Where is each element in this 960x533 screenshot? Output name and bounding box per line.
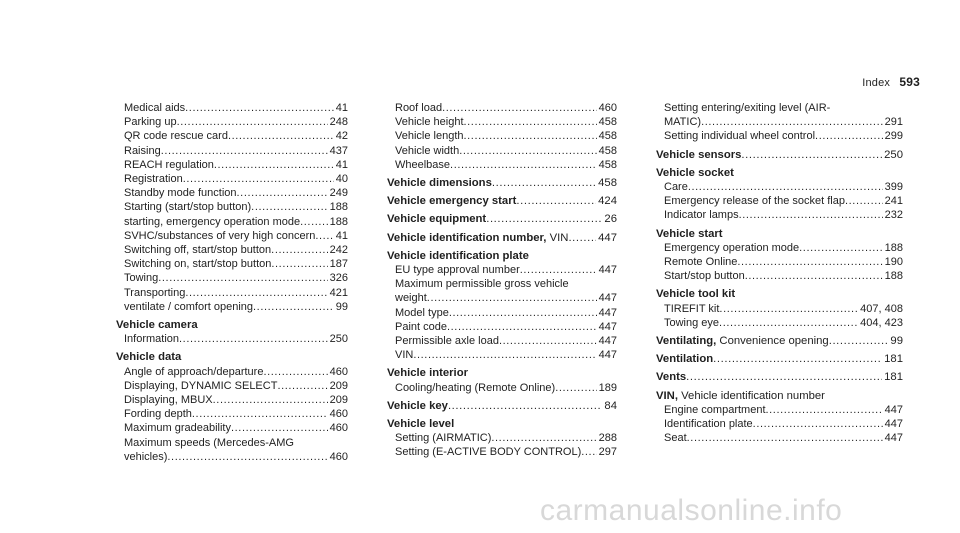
leader-dots <box>459 144 596 158</box>
heading-text: Vehicle sensors <box>656 148 742 161</box>
index-entry[interactable] <box>387 115 617 129</box>
page-ref[interactable]: 447 <box>598 292 617 305</box>
entry-label: Permissible axle load <box>395 335 499 348</box>
index-entry[interactable] <box>656 269 903 283</box>
entry-label: Setting (AIRMATIC) <box>395 432 492 445</box>
index-entry[interactable] <box>116 229 348 243</box>
header-title: Index <box>862 77 891 89</box>
leader-dots <box>300 215 328 229</box>
page-ref[interactable]: 437 <box>329 144 348 157</box>
index-entry[interactable] <box>116 172 348 186</box>
index-entry-line <box>387 277 617 291</box>
entry-label: Care <box>664 181 688 194</box>
index-heading-entry[interactable] <box>656 352 903 366</box>
page-ref[interactable]: 40 <box>335 173 348 186</box>
heading-label <box>656 352 713 366</box>
entry-label: Remote Online <box>664 256 738 269</box>
leader-dots <box>719 316 858 330</box>
page-ref[interactable]: 209 <box>329 394 348 407</box>
entry-label: Maximum gradeability <box>124 422 231 435</box>
page-ref[interactable]: 250 <box>329 333 348 346</box>
leader-dots <box>179 332 328 346</box>
page-ref[interactable]: 458 <box>598 130 617 143</box>
entry-label: MATIC) <box>664 116 702 129</box>
entry-label: EU type approval number <box>395 264 520 277</box>
entry-label: Indicator lamps <box>664 209 739 222</box>
leader-dots <box>688 180 883 194</box>
index-entry[interactable] <box>116 186 348 200</box>
index-entry[interactable] <box>387 445 617 459</box>
entry-label: Maximum permissible gross vehicle <box>395 278 569 291</box>
index-entry[interactable] <box>656 208 903 222</box>
entry-label: Registration <box>124 173 183 186</box>
entry-label: starting, emergency operation mode <box>124 215 301 228</box>
index-entry[interactable] <box>116 215 348 229</box>
heading-text: Vehicle key <box>387 399 448 412</box>
entry-label: Towing <box>124 272 159 285</box>
entry-label: TIREFIT kit <box>664 302 720 315</box>
index-entry[interactable] <box>387 144 617 158</box>
leader-dots <box>158 271 327 285</box>
index-entry-line <box>656 101 903 115</box>
entry-label: ventilate / comfort opening <box>124 300 254 313</box>
entry-label: Seat <box>664 432 687 445</box>
entry-label: Cooling/heating (Remote Online) <box>395 381 556 394</box>
heading-text: Vehicle identification number, <box>387 231 547 244</box>
entry-label: Vehicle length <box>395 130 464 143</box>
index-entry[interactable] <box>387 320 617 334</box>
entry-label: Engine compartment <box>664 403 766 416</box>
page-ref[interactable]: 188 <box>884 241 903 254</box>
leader-dots <box>516 194 596 208</box>
page-ref[interactable]: 447 <box>884 432 903 445</box>
index-entry[interactable] <box>387 306 617 320</box>
entry-label: Setting (E-ACTIVE BODY CONTROL) <box>395 446 582 459</box>
leader-dots <box>829 334 889 348</box>
index-entry[interactable] <box>116 101 348 115</box>
page-ref[interactable]: 189 <box>598 381 617 394</box>
entry-label: Start/stop button <box>664 270 745 283</box>
entry-label: Paint code <box>395 320 447 333</box>
heading-text: Ventilating, <box>656 335 717 348</box>
entry-label: VIN <box>395 349 414 362</box>
leader-dots <box>739 208 883 222</box>
leader-dots <box>177 115 328 129</box>
leader-dots <box>753 417 883 431</box>
page-ref[interactable]: 190 <box>884 256 903 269</box>
entry-label: Roof load <box>395 102 443 114</box>
leader-dots <box>442 101 597 115</box>
index-heading: Vehicle start <box>656 227 723 240</box>
heading-text: Vehicle emergency start <box>387 195 517 208</box>
page-ref[interactable]: 447 <box>598 320 617 333</box>
entry-label: Setting entering/exiting level (AIR- <box>664 102 831 114</box>
leader-dots <box>427 291 597 305</box>
page-ref[interactable]: 241 <box>884 195 903 208</box>
leader-dots <box>271 243 327 257</box>
leader-dots <box>271 257 327 271</box>
index-heading-entry[interactable] <box>387 399 617 413</box>
index-entry[interactable] <box>116 115 348 129</box>
leader-dots <box>492 176 596 190</box>
leader-dots <box>192 407 328 421</box>
leader-dots <box>183 172 334 186</box>
index-heading: Vehicle socket <box>656 166 734 179</box>
index-entry[interactable] <box>387 348 617 362</box>
page-ref[interactable]: 84 <box>604 399 617 412</box>
heading-subtext: VIN <box>546 231 569 244</box>
entry-label: Displaying, DYNAMIC SELECT <box>124 379 278 392</box>
page-ref[interactable]: 447 <box>884 418 903 431</box>
entry-label: Fording depth <box>124 408 192 421</box>
leader-dots <box>185 286 327 300</box>
index-entry[interactable] <box>116 257 348 271</box>
index-entry[interactable] <box>656 194 903 208</box>
entry-label: QR code rescue card <box>124 130 228 143</box>
heading-text: Vents <box>656 371 687 384</box>
index-heading: Vehicle interior <box>387 367 468 380</box>
index-entry[interactable] <box>387 129 617 143</box>
entry-label: Wheelbase <box>395 158 451 171</box>
leader-dots <box>687 431 883 445</box>
leader-dots <box>214 158 334 172</box>
leader-dots <box>520 263 597 277</box>
page-header <box>862 75 920 89</box>
index-entry[interactable] <box>387 263 617 277</box>
page-ref[interactable]: 460 <box>329 408 348 421</box>
leader-dots <box>845 194 883 208</box>
entry-label: Emergency operation mode <box>664 241 800 254</box>
leader-dots <box>686 370 882 384</box>
index-entry[interactable] <box>387 381 617 395</box>
leader-dots <box>277 379 327 393</box>
heading-text: Ventilation <box>656 353 714 366</box>
leader-dots <box>486 212 602 226</box>
page-ref[interactable]: 188 <box>329 215 348 228</box>
page-ref[interactable]: 188 <box>329 201 348 214</box>
index-column-3 <box>656 101 903 445</box>
page-ref[interactable]: 99 <box>890 335 903 348</box>
index-entry[interactable] <box>656 403 903 417</box>
leader-dots <box>719 302 858 316</box>
page-ref[interactable]: 447 <box>598 231 617 244</box>
heading-label <box>387 212 486 226</box>
page-ref[interactable]: 181 <box>884 371 903 384</box>
index-entry[interactable] <box>116 332 348 346</box>
page-ref[interactable]: 232 <box>884 209 903 222</box>
index-entry[interactable] <box>116 450 348 464</box>
leader-dots <box>737 255 882 269</box>
page-ref[interactable]: 447 <box>598 335 617 348</box>
leader-dots <box>167 450 327 464</box>
leader-dots <box>555 381 596 395</box>
heading-label <box>656 334 829 348</box>
index-entry[interactable] <box>116 407 348 421</box>
index-entry-line <box>116 436 348 450</box>
leader-dots <box>449 306 597 320</box>
leader-dots <box>185 101 334 115</box>
page-ref[interactable]: 288 <box>598 432 617 445</box>
index-entry[interactable] <box>387 101 617 115</box>
index-heading: Vehicle data <box>116 351 182 364</box>
entry-label: Displaying, MBUX <box>124 394 213 407</box>
index-entry[interactable] <box>656 129 903 143</box>
page-ref[interactable]: 326 <box>329 272 348 285</box>
entry-label: REACH regulation <box>124 158 214 171</box>
index-heading-entry[interactable] <box>387 176 617 190</box>
page-ref[interactable]: 404, 423 <box>860 316 903 329</box>
page-ref[interactable]: 407, 408 <box>860 302 903 315</box>
page-ref[interactable]: 188 <box>884 270 903 283</box>
index-heading-entry[interactable] <box>387 212 617 226</box>
leader-dots <box>413 348 596 362</box>
leader-dots <box>766 403 883 417</box>
index-entry[interactable] <box>387 291 617 305</box>
leader-dots <box>251 200 327 214</box>
index-entry[interactable] <box>656 302 903 316</box>
heading-label <box>387 176 492 190</box>
leader-dots <box>799 241 883 255</box>
entry-label: Identification plate <box>664 418 753 431</box>
index-heading-entry[interactable] <box>387 231 617 245</box>
leader-dots <box>161 144 328 158</box>
heading-text: Vehicle equipment <box>387 213 487 226</box>
page-ref[interactable]: 460 <box>329 365 348 378</box>
index-entry[interactable] <box>116 243 348 257</box>
index-entry[interactable] <box>656 180 903 194</box>
leader-dots <box>228 129 334 143</box>
heading-subtext: Convenience opening <box>716 335 829 348</box>
index-heading: Vehicle identification plate <box>387 249 529 262</box>
index-column-2 <box>387 101 617 460</box>
page-ref[interactable]: 399 <box>884 181 903 194</box>
leader-dots <box>450 158 597 172</box>
entry-label: Starting (start/stop button) <box>124 201 252 214</box>
page-ref[interactable]: 41 <box>335 229 348 242</box>
index-heading-entry[interactable] <box>387 194 617 208</box>
index-entry[interactable] <box>656 316 903 330</box>
index-entry[interactable] <box>387 334 617 348</box>
leader-dots <box>745 269 883 283</box>
entry-label: Raising <box>124 144 161 157</box>
leader-dots <box>713 352 882 366</box>
page-ref[interactable]: 99 <box>335 300 348 313</box>
page-ref[interactable]: 447 <box>598 306 617 319</box>
index-entry[interactable] <box>116 200 348 214</box>
index-entry[interactable] <box>656 431 903 445</box>
entry-label: Standby mode function <box>124 187 237 200</box>
leader-dots <box>568 231 596 245</box>
index-heading: Vehicle camera <box>116 319 198 332</box>
leader-dots <box>213 393 328 407</box>
page-ref[interactable]: 424 <box>598 195 617 208</box>
heading-label <box>387 231 568 245</box>
leader-dots <box>263 365 327 379</box>
entry-label: Setting individual wheel control <box>664 130 816 143</box>
entry-label: Emergency release of the socket flap <box>664 195 845 208</box>
leader-dots <box>741 148 882 162</box>
index-entry[interactable] <box>656 241 903 255</box>
page-ref[interactable]: 249 <box>329 187 348 200</box>
page-ref[interactable]: 41 <box>335 158 348 171</box>
leader-dots <box>237 186 328 200</box>
page-ref[interactable]: 421 <box>329 286 348 299</box>
leader-dots <box>447 320 597 334</box>
entry-label: weight <box>395 292 427 305</box>
index-entry[interactable] <box>387 158 617 172</box>
entry-label: Parking up <box>124 116 177 129</box>
index-entry[interactable] <box>656 417 903 431</box>
page-ref[interactable]: 458 <box>598 116 617 129</box>
leader-dots <box>491 431 596 445</box>
page-ref[interactable]: 26 <box>604 213 617 226</box>
leader-dots <box>581 445 596 459</box>
page-ref[interactable]: 447 <box>884 403 903 416</box>
entry-label: Switching off, start/stop button <box>124 244 272 257</box>
index-heading <box>656 389 903 403</box>
index-heading-entry[interactable] <box>656 370 903 384</box>
heading-label <box>387 399 448 413</box>
entry-label: Switching on, start/stop button <box>124 258 272 271</box>
index-entry[interactable] <box>116 421 348 435</box>
leader-dots <box>231 421 328 435</box>
index-entry[interactable] <box>656 255 903 269</box>
page-ref[interactable]: 458 <box>598 158 617 171</box>
leader-dots <box>701 115 883 129</box>
index-entry[interactable] <box>116 379 348 393</box>
page-ref[interactable]: 299 <box>884 130 903 143</box>
heading-text: Vehicle dimensions <box>387 177 492 190</box>
entry-label: Medical aids <box>124 102 186 114</box>
heading-subtext: Vehicle identification number <box>677 389 825 402</box>
index-entry[interactable] <box>116 158 348 172</box>
leader-dots <box>464 129 597 143</box>
page-ref[interactable]: 248 <box>329 116 348 129</box>
entry-label: Model type <box>395 306 449 319</box>
index-entry[interactable] <box>656 115 903 129</box>
heading-label <box>656 370 686 384</box>
index-entry[interactable] <box>116 286 348 300</box>
page-ref[interactable]: 209 <box>329 379 348 392</box>
page-ref[interactable]: 460 <box>598 102 617 114</box>
page-ref[interactable]: 242 <box>329 244 348 257</box>
index-heading: Vehicle tool kit <box>656 288 736 301</box>
index-heading-entry[interactable] <box>656 334 903 348</box>
page-ref[interactable]: 291 <box>884 116 903 129</box>
page-ref[interactable]: 41 <box>335 102 348 114</box>
index-entry[interactable] <box>116 129 348 143</box>
entry-label: Towing eye <box>664 316 720 329</box>
page-ref[interactable]: 447 <box>598 349 617 362</box>
index-entry[interactable] <box>116 271 348 285</box>
index-heading-entry[interactable] <box>656 148 903 162</box>
page-ref[interactable]: 447 <box>598 264 617 277</box>
entry-label: Angle of approach/departure <box>124 365 264 378</box>
page-ref[interactable]: 181 <box>884 353 903 366</box>
page-ref[interactable]: 460 <box>329 422 348 435</box>
heading-label <box>387 194 516 208</box>
page-ref[interactable]: 458 <box>598 177 617 190</box>
page-ref[interactable]: 458 <box>598 144 617 157</box>
leader-dots <box>448 399 602 413</box>
index-entry[interactable] <box>116 365 348 379</box>
entry-label: vehicles) <box>124 450 168 463</box>
entry-label: Vehicle width <box>395 144 460 157</box>
page-ref[interactable]: 187 <box>329 258 348 271</box>
index-column-1 <box>116 101 348 464</box>
entry-label: Vehicle height <box>395 116 464 129</box>
index-heading: Vehicle level <box>387 418 455 431</box>
page-number: 593 <box>899 75 920 89</box>
page-ref[interactable]: 42 <box>335 130 348 143</box>
leader-dots <box>315 229 333 243</box>
page-ref[interactable]: 460 <box>329 450 348 463</box>
page-ref[interactable]: 250 <box>884 148 903 161</box>
leader-dots <box>815 129 883 143</box>
index-entry[interactable] <box>116 393 348 407</box>
entry-label: Information <box>124 333 180 346</box>
entry-label: Transporting <box>124 286 186 299</box>
heading-label <box>656 148 741 162</box>
page-ref[interactable]: 297 <box>598 446 617 459</box>
leader-dots <box>464 115 597 129</box>
heading-label: VIN, <box>656 389 678 402</box>
entry-label: Maximum speeds (Mercedes-AMG <box>124 436 294 449</box>
leader-dots <box>253 300 334 314</box>
index-entry[interactable] <box>116 300 348 314</box>
index-entry[interactable] <box>116 144 348 158</box>
index-entry[interactable] <box>387 431 617 445</box>
watermark: carmanualsonline.info <box>540 494 843 527</box>
leader-dots <box>499 334 597 348</box>
entry-label: SVHC/substances of very high concern <box>124 229 316 242</box>
